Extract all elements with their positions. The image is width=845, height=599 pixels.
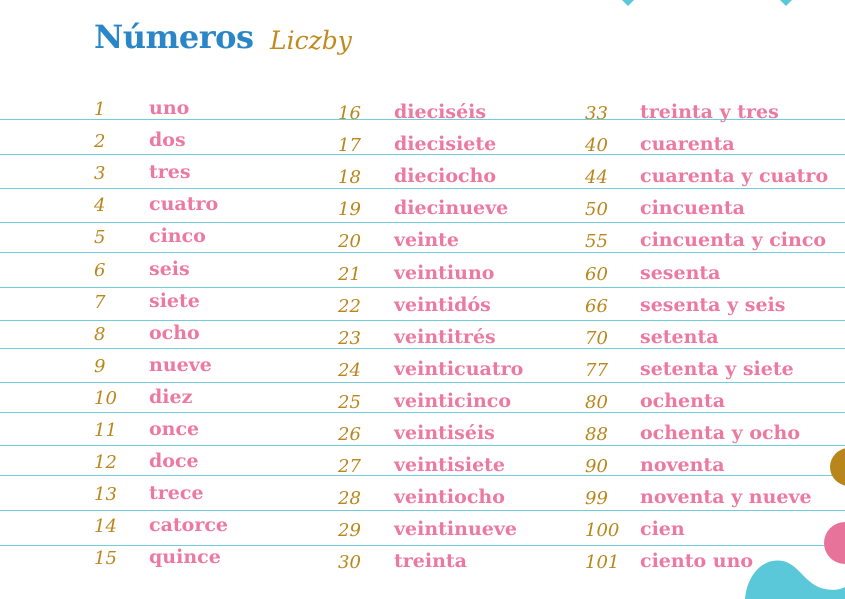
- number-digit: 77: [585, 359, 608, 381]
- rule-line: [0, 348, 845, 349]
- number-word: noventa: [640, 454, 725, 477]
- page-title: Números: [94, 18, 254, 56]
- number-word: dos: [149, 129, 186, 152]
- number-digit: 9: [94, 355, 106, 377]
- number-digit: 24: [338, 359, 361, 381]
- number-digit: 26: [338, 424, 361, 445]
- number-digit: 33: [585, 103, 608, 124]
- number-word: trece: [149, 482, 204, 505]
- number-digit: 21: [338, 263, 361, 285]
- number-word: dieciséis: [394, 101, 487, 123]
- number-word: noventa y nueve: [640, 486, 812, 509]
- number-word: doce: [149, 450, 199, 473]
- number-digit: 3: [94, 163, 106, 185]
- number-digit: 12: [94, 452, 117, 474]
- rule-line: [0, 320, 845, 321]
- number-digit: 5: [94, 227, 106, 249]
- number-word: veintidós: [394, 293, 491, 316]
- number-word: setenta: [640, 325, 719, 348]
- number-word: sesenta y seis: [640, 293, 786, 316]
- number-word: cincuenta y cinco: [640, 229, 827, 252]
- number-digit: 40: [585, 135, 608, 157]
- number-word: veintiuno: [394, 261, 495, 284]
- number-word: treinta: [394, 550, 467, 573]
- number-word: tres: [149, 161, 191, 184]
- number-word: diecisiete: [394, 133, 497, 156]
- number-digit: 6: [94, 259, 106, 281]
- number-word: veinticinco: [394, 389, 511, 412]
- number-word: diez: [149, 385, 193, 408]
- number-word: ochenta y ocho: [640, 422, 801, 444]
- number-digit: 30: [338, 552, 361, 574]
- number-digit: 2: [94, 131, 106, 153]
- number-word: seis: [149, 257, 190, 280]
- number-digit: 20: [338, 231, 361, 253]
- number-digit: 10: [94, 387, 117, 409]
- number-digit: 14: [94, 516, 117, 538]
- number-word: siete: [149, 289, 200, 312]
- rule-line: [0, 510, 845, 511]
- number-word: veinticuatro: [394, 357, 524, 380]
- number-digit: 101: [585, 552, 620, 574]
- rule-line: [0, 382, 845, 383]
- number-word: quince: [149, 546, 221, 569]
- number-digit: 16: [338, 103, 361, 124]
- rule-line: [0, 445, 845, 446]
- number-word: cinco: [149, 225, 206, 248]
- rule-line: [0, 222, 845, 223]
- page-subtitle: Liczby: [270, 26, 352, 55]
- number-word: veintinueve: [394, 518, 517, 541]
- number-word: treinta y tres: [640, 101, 779, 123]
- rule-line: [0, 188, 845, 189]
- number-word: veintitrés: [394, 325, 496, 348]
- number-digit: 11: [94, 420, 117, 441]
- rule-line: [0, 287, 845, 288]
- number-digit: 70: [585, 327, 608, 349]
- number-digit: 18: [338, 167, 361, 189]
- number-word: ocho: [149, 321, 200, 344]
- number-word: dieciocho: [394, 165, 497, 188]
- number-word: veintiséis: [394, 422, 495, 444]
- number-digit: 80: [585, 391, 608, 413]
- number-word: sesenta: [640, 261, 721, 284]
- number-digit: 29: [338, 520, 361, 542]
- number-digit: 8: [94, 323, 106, 345]
- number-word: cuarenta: [640, 133, 735, 156]
- number-word: veintisiete: [394, 454, 506, 477]
- decor-top-shapes: [600, 0, 820, 10]
- number-word: diecinueve: [394, 197, 509, 220]
- number-digit: 99: [585, 488, 608, 510]
- number-word: ochenta: [640, 389, 726, 412]
- decor-gold-circle: [830, 448, 845, 486]
- number-digit: 22: [338, 295, 361, 317]
- number-word: nueve: [149, 353, 212, 376]
- number-digit: 23: [338, 327, 361, 349]
- number-word: ciento uno: [640, 550, 754, 573]
- number-digit: 25: [338, 391, 361, 413]
- number-digit: 90: [585, 456, 608, 478]
- number-digit: 1: [94, 99, 106, 120]
- number-digit: 60: [585, 263, 608, 285]
- number-digit: 44: [585, 167, 608, 189]
- number-digit: 15: [94, 548, 117, 570]
- number-digit: 100: [585, 520, 620, 542]
- number-word: catorce: [149, 514, 228, 537]
- number-digit: 55: [585, 231, 608, 253]
- number-word: veintiocho: [394, 486, 505, 509]
- number-digit: 4: [94, 195, 106, 217]
- number-digit: 50: [585, 199, 608, 221]
- number-digit: 19: [338, 199, 361, 221]
- rule-line: [0, 545, 845, 546]
- number-word: cien: [640, 518, 685, 541]
- rule-line: [0, 412, 845, 413]
- number-digit: 88: [585, 424, 608, 445]
- number-word: cuatro: [149, 193, 219, 216]
- number-word: once: [149, 418, 200, 440]
- number-word: veinte: [394, 229, 460, 252]
- number-word: uno: [149, 97, 190, 119]
- number-word: cincuenta: [640, 197, 745, 220]
- number-digit: 27: [338, 456, 361, 478]
- number-digit: 13: [94, 484, 117, 506]
- number-word: cuarenta y cuatro: [640, 165, 829, 188]
- number-digit: 66: [585, 295, 608, 317]
- number-digit: 7: [94, 291, 106, 313]
- decor-cyan-blob: [745, 555, 845, 599]
- number-digit: 28: [338, 488, 361, 510]
- number-digit: 17: [338, 135, 361, 157]
- rule-line: [0, 252, 845, 253]
- number-word: setenta y siete: [640, 357, 794, 380]
